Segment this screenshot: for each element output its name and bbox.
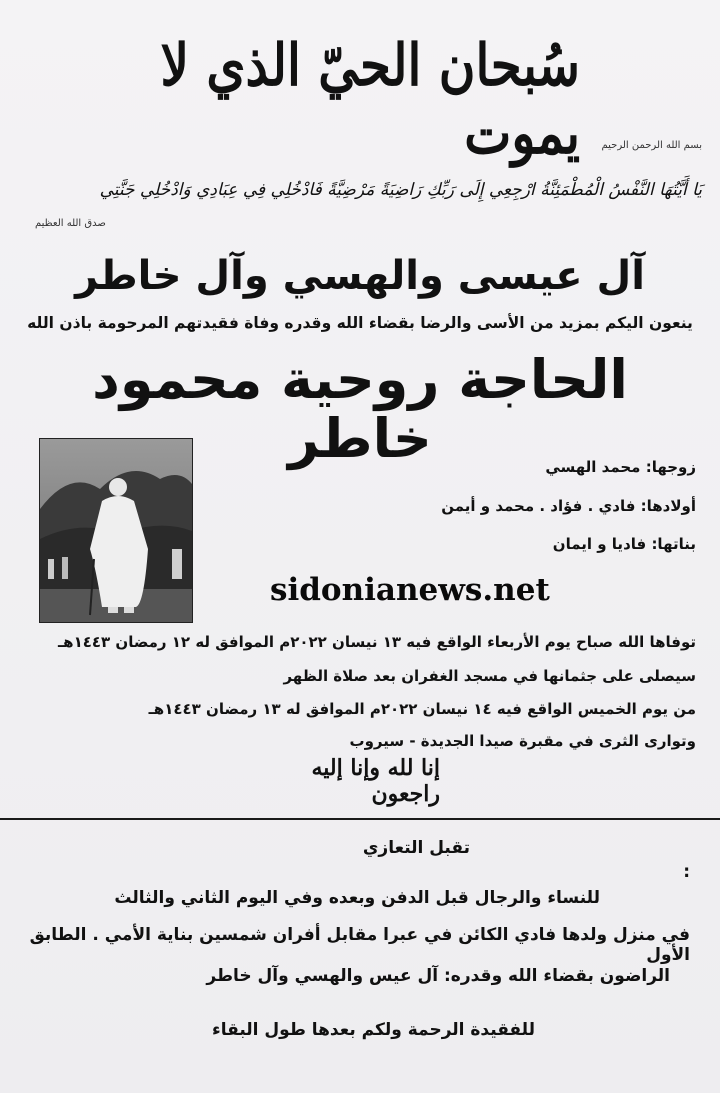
burial-line: وتوارى الثرى في مقبرة صيدا الجديدة - سيروب	[349, 732, 696, 750]
condolences-line-2: في منزل ولدها فادي الكائن في عبرا مقابل أفران شمسين بناية الأمي . الطابق الأول	[29, 925, 690, 965]
announcement-text: ينعون اليكم بمزيد من الأسى والرضا بقضاء الله وقدره وفاة فقيدتهم المرحومة باذن الله	[27, 314, 693, 332]
basmala: بسم الله الرحمن الرحيم	[601, 140, 702, 151]
prayer-line: سيصلى على جثمانها في مسجد الغفران بعد صلاة الظهر	[283, 667, 696, 685]
watermark: sidonianews.net	[270, 572, 550, 608]
sons-line: أولادها: فادي . فؤاد . محمد و أيمن	[441, 497, 696, 515]
inna-lillah-calligraphy: إنا لله وإنا إليه راجعون	[311, 755, 440, 807]
condolences-line-4: للفقيدة الرحمة ولكم بعدها طول البقاء	[212, 1020, 535, 1040]
section-divider	[0, 818, 720, 820]
prayer-date-line: من يوم الخميس الواقع فيه ١٤ نيسان ٢٠٢٢م الموافق له ١٣ رمضان ١٤٤٣هـ	[148, 700, 696, 718]
deceased-name: الحاجة روحية محمود خاطر	[92, 348, 628, 471]
daughters-line: بناتها: فاديا و ايمان	[552, 535, 696, 553]
condolences-line-1: للنساء والرجال قبل الدفن وبعده وفي اليوم الثاني والثالث	[114, 888, 600, 908]
sadaqa-text: صدق الله العظيم	[35, 218, 106, 229]
death-date-line: توفاها الله صباح يوم الأربعاء الواقع فيه ١٣ نيسان ٢٠٢٢م الموافق له ١٢ رمضان ١٤٤٣هـ	[58, 633, 696, 651]
husband-line: زوجها: محمد الهسي	[545, 458, 696, 476]
quran-verse: يَا أَيَّتُهَا النَّفْسُ الْمُطْمَئِنَّةُ ارْجِعِي إِلَى رَبِّكِ رَاضِيَةً مَرْضِيَّةً فَادْخُلِي فِي عِبَادِي وَادْخُلِي جَنَّتِي	[99, 180, 702, 200]
condolences-colon: :	[683, 862, 690, 882]
families-title: آل عيسى والهسي وآل خاطر	[75, 253, 645, 299]
condolences-title: تقبل التعازي	[362, 838, 470, 858]
deceased-photo	[39, 438, 193, 623]
condolences-line-3: الراضون بقضاء الله وقدره: آل عيس والهسي وآل خاطر	[206, 966, 670, 986]
calligraphy-header: سُبحان الحيّ الذي لا يموت	[160, 31, 580, 167]
